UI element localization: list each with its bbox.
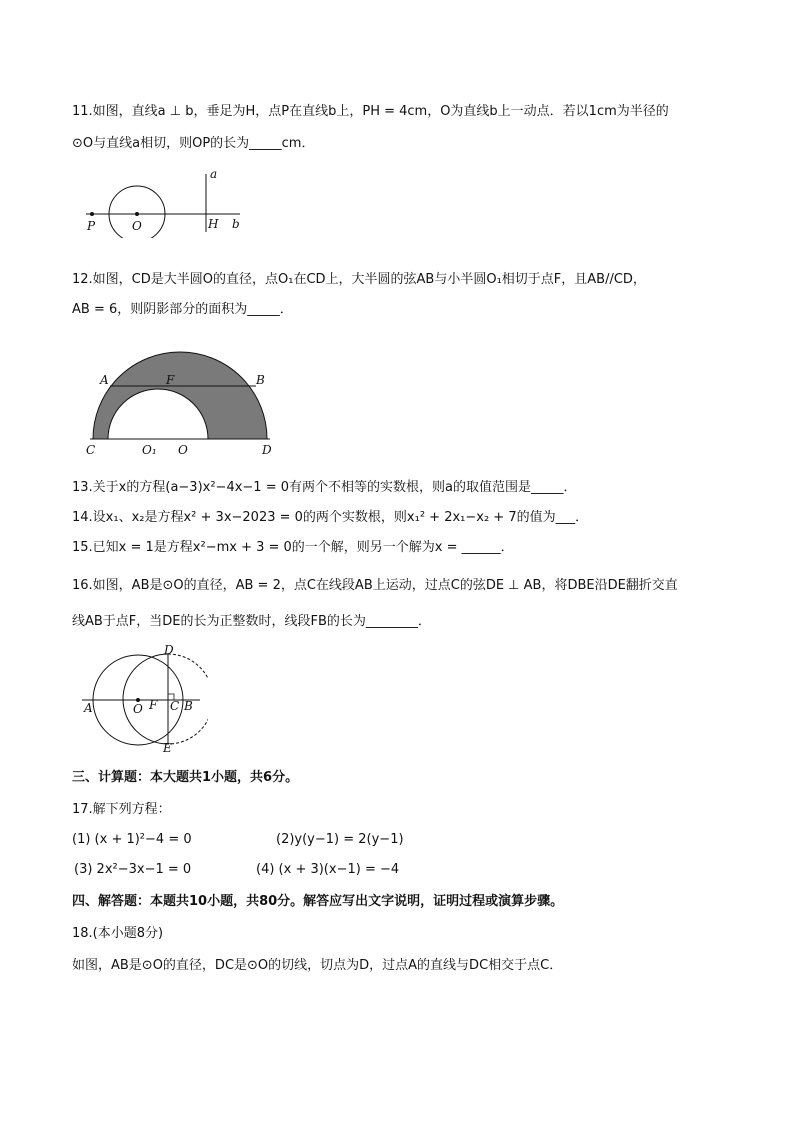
label-f: F	[166, 373, 175, 387]
q18-title: 18.(本小题8分)	[72, 926, 164, 941]
label-e: E	[163, 741, 172, 755]
q14-text: 14.设x₁、x₂是方程x² + 3x−2023 = 0的两个实数根，则x₁² + 2x₁−x₂ + 7的值为___．	[72, 510, 589, 525]
q17-part4: (4) (x + 3)(x−1) = −4	[256, 862, 400, 877]
point-o	[135, 212, 139, 216]
label-p: P	[87, 219, 96, 233]
q18-line1: 如图，AB是⊙O的直径，DC是⊙O的切线，切点为D，过点A的直线与DC相交于点C．	[72, 958, 563, 973]
label-o: O	[133, 702, 143, 716]
q11-figure	[80, 168, 250, 238]
label-o1: O₁	[142, 443, 157, 457]
section3-heading: 三、计算题：本大题共1小题，共6分。	[72, 770, 299, 785]
label-c: C	[170, 699, 180, 713]
q12-figure	[80, 340, 280, 460]
q16-line2: 线AB于点F，当DE的长为正整数时，线段FB的长为________．	[72, 614, 431, 629]
label-d: D	[262, 443, 272, 457]
shaded-region	[93, 352, 267, 439]
label-a: a	[210, 168, 218, 181]
q11-line1: 11.如图，直线a ⊥ b，垂足为H，点P在直线b上，PH = 4cm，O为直线b上一动点．若以1cm为半径的	[72, 104, 669, 119]
label-b: b	[232, 217, 240, 231]
label-a: A	[84, 701, 93, 715]
q12-line1: 12.如图，CD是大半圆O的直径，点O₁在CD上，大半圆的弦AB与小半圆O₁相切于点F，且AB//CD，	[72, 272, 646, 287]
q16-line1: 16.如图，AB是⊙O的直径，AB = 2，点C在线段AB上运动，过点C的弦DE ⊥ AB，将DBE沿DE翻折交直	[72, 578, 678, 593]
point-p	[90, 212, 94, 216]
label-h: H	[208, 217, 219, 231]
label-a: A	[100, 373, 109, 387]
label-d: D	[164, 644, 174, 657]
label-f: F	[149, 698, 158, 712]
q11-line2: ⊙O与直线a相切，则OP的长为_____cm．	[72, 136, 315, 151]
q12-line2: AB = 6，则阴影部分的面积为_____．	[72, 302, 293, 317]
section4-heading: 四、解答题：本题共10小题，共80分。解答应写出文字说明，证明过程或演算步骤。	[72, 894, 564, 909]
q15-text: 15.已知x = 1是方程x²−mx + 3 = 0的一个解，则另一个解为x = ______．	[72, 540, 514, 555]
q16-figure	[78, 644, 208, 756]
q17-part1: (1) (x + 1)²−4 = 0	[72, 832, 192, 847]
label-b: B	[184, 699, 193, 713]
q17-part2: (2)y(y−1) = 2(y−1)	[276, 832, 404, 847]
q17-part3: (3) 2x²−3x−1 = 0	[74, 862, 192, 877]
label-o: O	[178, 443, 188, 457]
folded-arc	[123, 654, 168, 744]
q17-title: 17.解下列方程：	[72, 802, 171, 817]
q13-text: 13.关于x的方程(a−3)x²−4x−1 = 0有两个不相等的实数根，则a的取值范围是_____．	[72, 480, 577, 495]
label-o: O	[132, 219, 142, 233]
label-c: C	[86, 443, 96, 457]
label-b: B	[256, 373, 265, 387]
